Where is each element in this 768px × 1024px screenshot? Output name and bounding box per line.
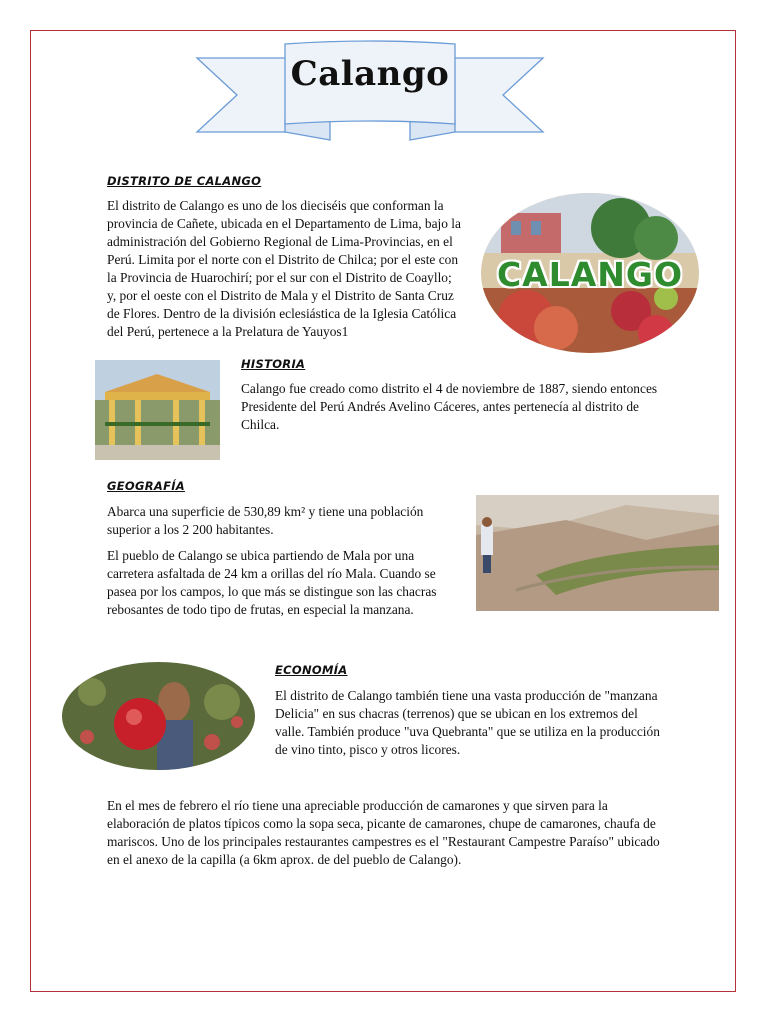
section-text-economia-2: En el mes de febrero el río tiene una apreciable producción de camarones y que sirven para la elaboración de platos típicos como la sopa seca, picante de camarones, chupe de camarones, chaufa de mariscos. Uno de los principales restaurantes campestres es el "Restaurant Campestre Paraíso" ubicado en el anexo de la capilla (a 6km aprox. de del pueblo de Calango). bbox=[107, 798, 660, 867]
section-text-distrito: El distrito de Calango es uno de los dieciséis que conforman la provincia de Cañete, ubicada en el Departamento de Lima, bajo la administración del Gobierno Regional de Lima-Provincias, en el Perú. Limita por el norte con el Distrito de Chilca; por el este con la Provincia de Huarochirí; por el sur con el Distrito de Coayllo; y, por el oeste con el Distrito de Mala y el Distrito de Santa Cruz de Flores. Dentro de la división eclesiástica de la Iglesia Católica del Perú, pertenece a la Prelatura de Yauyos1 bbox=[107, 198, 461, 339]
section-text-historia: Calango fue creado como distrito el 4 de noviembre de 1887, siendo entonces Presidente del Perú Andrés Avelino Cáceres, antes pertenecía al distrito de Chilca. bbox=[241, 381, 658, 432]
section-text-geografia-2: El pueblo de Calango se ubica partiendo de Mala por una carretera asfaltada de 24 km a orillas del río Mala. Cuando se pasea por los campos, lo que más se distingue son las chacras rebosantes de todo tipo de frutas, en especial la manzana. bbox=[107, 548, 437, 617]
section-text-economia-1: El distrito de Calango también tiene una vasta producción de "manzana Delicia" en sus chacras (terrenos) que se ubican en los extremos del valle. También produce "uva Quebranta" que se utiliza en la producción de vino tinto, pisco y otros licores. bbox=[275, 688, 660, 757]
calango-logo-photo bbox=[481, 193, 699, 353]
apple-farmer-photo bbox=[62, 662, 255, 770]
gazebo-photo bbox=[95, 360, 220, 460]
section-text-geografia-1: Abarca una superficie de 530,89 km² y tiene una población superior a los 2 200 habitantes. bbox=[107, 504, 424, 537]
section-heading-geografia: GEOGRAFÍA bbox=[107, 479, 186, 493]
page-title: Calango bbox=[290, 54, 450, 94]
calango-logo-text: CALANGO bbox=[496, 255, 684, 294]
section-heading-distrito: DISTRITO DE CALANGO bbox=[107, 174, 262, 188]
section-heading-historia: HISTORIA bbox=[241, 357, 306, 371]
valley-photo bbox=[476, 495, 719, 611]
section-heading-economia: ECONOMÍA bbox=[275, 663, 348, 677]
